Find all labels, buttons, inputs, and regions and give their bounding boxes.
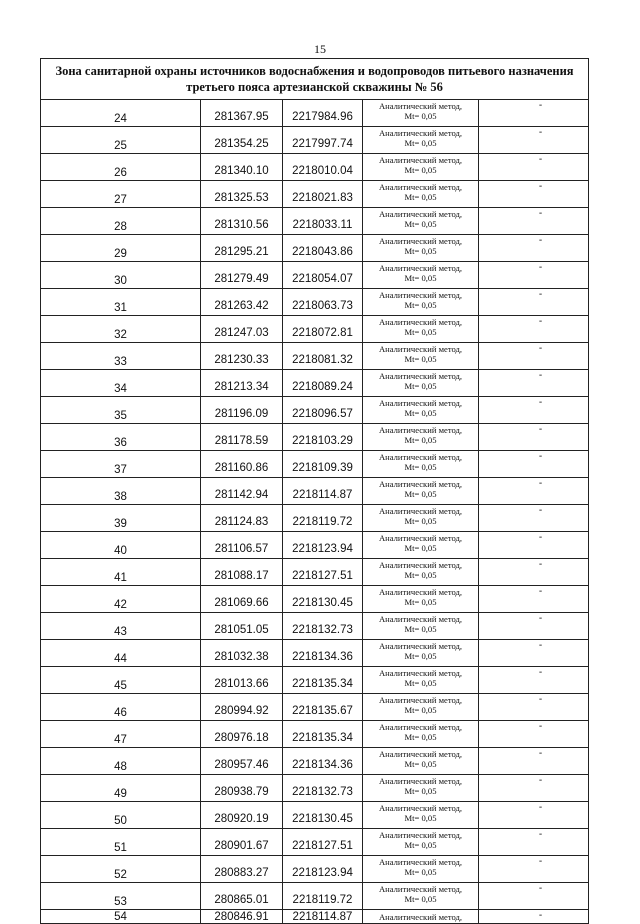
accuracy-label: Mt= 0,05 <box>404 840 437 850</box>
coord-y: 2218127.51 <box>283 829 363 856</box>
coord-y: 2218103.29 <box>283 424 363 451</box>
dash-cell: - <box>479 262 589 289</box>
accuracy-label: Mt= 0,05 <box>404 894 437 904</box>
dash-cell: - <box>479 370 589 397</box>
point-number: 37 <box>41 451 201 478</box>
coord-y: 2218130.45 <box>283 586 363 613</box>
method-cell <box>363 883 479 910</box>
dash-cell: - <box>479 316 589 343</box>
method-label: Аналитический метод, <box>378 290 463 300</box>
coord-x: 280994.92 <box>201 694 283 721</box>
method-cell <box>363 316 479 343</box>
coord-y: 2218123.94 <box>283 856 363 883</box>
accuracy-label: Mt= 0,05 <box>404 246 437 256</box>
method-cell <box>363 154 479 181</box>
method-cell <box>363 613 479 640</box>
table-row <box>41 370 589 397</box>
coord-y: 2218063.73 <box>283 289 363 316</box>
coord-y: 2218132.73 <box>283 613 363 640</box>
coord-x: 281178.59 <box>201 424 283 451</box>
point-number: 35 <box>41 397 201 424</box>
coord-y: 2218033.11 <box>283 208 363 235</box>
coord-y: 2218134.36 <box>283 748 363 775</box>
coord-y: 2218114.87 <box>283 478 363 505</box>
accuracy-label: Mt= 0,05 <box>404 192 437 202</box>
point-number: 44 <box>41 640 201 667</box>
dash-cell: - <box>479 343 589 370</box>
coord-y: 2218134.36 <box>283 640 363 667</box>
table-title-line2: третьего пояса артезианской скважины № 56 <box>186 80 443 94</box>
accuracy-label: Mt= 0,05 <box>404 678 437 688</box>
method-label: Аналитический метод, <box>378 587 463 597</box>
method-cell <box>363 127 479 154</box>
method-label: Аналитический метод, <box>378 425 463 435</box>
method-cell <box>363 235 479 262</box>
coord-x: 281340.10 <box>201 154 283 181</box>
dash-cell: - <box>479 883 589 910</box>
dash-cell: - <box>479 775 589 802</box>
coord-x: 281051.05 <box>201 613 283 640</box>
point-number: 53 <box>41 883 201 910</box>
coord-x: 281367.95 <box>201 100 283 127</box>
table-row <box>41 208 589 235</box>
coord-y: 2218010.04 <box>283 154 363 181</box>
method-label: Аналитический метод, <box>378 452 463 462</box>
coord-y: 2218096.57 <box>283 397 363 424</box>
method-cell <box>363 748 479 775</box>
coord-y: 2218021.83 <box>283 181 363 208</box>
method-label: Аналитический метод, <box>378 722 463 732</box>
coord-y: 2218114.87 <box>283 910 363 924</box>
method-label: Аналитический метод, <box>378 371 463 381</box>
accuracy-label: Mt= 0,05 <box>404 354 437 364</box>
dash-cell: - <box>479 532 589 559</box>
method-cell <box>363 667 479 694</box>
method-label: Аналитический метод, <box>378 560 463 570</box>
dash-cell: - <box>479 478 589 505</box>
point-number: 26 <box>41 154 201 181</box>
method-label: Аналитический метод, <box>378 155 463 165</box>
table-row <box>41 289 589 316</box>
accuracy-label: Mt= 0,05 <box>404 543 437 553</box>
coord-x: 281032.38 <box>201 640 283 667</box>
method-label: Аналитический метод, <box>363 910 479 924</box>
accuracy-label: Mt= 0,05 <box>404 624 437 634</box>
coord-y: 2218135.34 <box>283 721 363 748</box>
method-cell <box>363 343 479 370</box>
method-cell <box>363 478 479 505</box>
method-label: Аналитический метод, <box>378 830 463 840</box>
table-row <box>41 775 589 802</box>
dash-cell: - <box>479 802 589 829</box>
table-row <box>41 343 589 370</box>
point-number: 48 <box>41 748 201 775</box>
coord-x: 281354.25 <box>201 127 283 154</box>
dash-cell: - <box>479 748 589 775</box>
point-number: 27 <box>41 181 201 208</box>
method-label: Аналитический метод, <box>378 128 463 138</box>
coord-x: 281142.94 <box>201 478 283 505</box>
table-row <box>41 127 589 154</box>
coord-y: 2218043.86 <box>283 235 363 262</box>
accuracy-label: Mt= 0,05 <box>404 219 437 229</box>
dash-cell: - <box>479 910 589 924</box>
dash-cell: - <box>479 397 589 424</box>
table-row <box>41 235 589 262</box>
accuracy-label: Mt= 0,05 <box>404 732 437 742</box>
method-label: Аналитический метод, <box>378 614 463 624</box>
method-label: Аналитический метод, <box>378 101 463 111</box>
coord-y: 2218119.72 <box>283 883 363 910</box>
point-number: 43 <box>41 613 201 640</box>
accuracy-label: Mt= 0,05 <box>404 462 437 472</box>
accuracy-label: Mt= 0,05 <box>404 273 437 283</box>
dash-cell: - <box>479 586 589 613</box>
method-cell <box>363 586 479 613</box>
coord-x: 280883.27 <box>201 856 283 883</box>
coord-y: 2218119.72 <box>283 505 363 532</box>
table-row <box>41 181 589 208</box>
dash-cell: - <box>479 559 589 586</box>
point-number: 29 <box>41 235 201 262</box>
method-cell <box>363 397 479 424</box>
coord-y: 2218135.34 <box>283 667 363 694</box>
method-cell <box>363 640 479 667</box>
table-row <box>41 424 589 451</box>
table-row <box>41 667 589 694</box>
method-cell <box>363 451 479 478</box>
table-row <box>41 100 589 127</box>
coord-x: 281279.49 <box>201 262 283 289</box>
coord-x: 280901.67 <box>201 829 283 856</box>
point-number: 34 <box>41 370 201 397</box>
table-row <box>41 721 589 748</box>
method-label: Аналитический метод, <box>378 209 463 219</box>
method-cell <box>363 694 479 721</box>
table-title-row <box>41 59 589 100</box>
method-cell <box>363 505 479 532</box>
point-number: 31 <box>41 289 201 316</box>
point-number: 28 <box>41 208 201 235</box>
point-number: 32 <box>41 316 201 343</box>
accuracy-label: Mt= 0,05 <box>404 300 437 310</box>
table-row <box>41 262 589 289</box>
table-row <box>41 802 589 829</box>
accuracy-label: Mt= 0,05 <box>404 786 437 796</box>
coord-y: 2218072.81 <box>283 316 363 343</box>
point-number: 52 <box>41 856 201 883</box>
coord-x: 281325.53 <box>201 181 283 208</box>
accuracy-label: Mt= 0,05 <box>404 867 437 877</box>
coord-x: 280976.18 <box>201 721 283 748</box>
coord-x: 281069.66 <box>201 586 283 613</box>
method-label: Аналитический метод, <box>378 668 463 678</box>
point-number: 36 <box>41 424 201 451</box>
table-row <box>41 478 589 505</box>
dash-cell: - <box>479 721 589 748</box>
dash-cell: - <box>479 694 589 721</box>
table-title <box>41 59 589 100</box>
method-cell <box>363 532 479 559</box>
table-row <box>41 451 589 478</box>
dash-cell: - <box>479 100 589 127</box>
method-label: Аналитический метод, <box>378 641 463 651</box>
accuracy-label: Mt= 0,05 <box>404 381 437 391</box>
table-row <box>41 640 589 667</box>
method-cell <box>363 775 479 802</box>
point-number: 49 <box>41 775 201 802</box>
point-number: 40 <box>41 532 201 559</box>
method-cell <box>363 559 479 586</box>
coord-y: 2218130.45 <box>283 802 363 829</box>
accuracy-label: Mt= 0,05 <box>404 327 437 337</box>
coord-y: 2218054.07 <box>283 262 363 289</box>
point-number: 54 <box>41 910 201 924</box>
method-label: Аналитический метод, <box>378 533 463 543</box>
method-cell <box>363 424 479 451</box>
method-label: Аналитический метод, <box>378 236 463 246</box>
accuracy-label: Mt= 0,05 <box>404 759 437 769</box>
coord-x: 281088.17 <box>201 559 283 586</box>
method-label: Аналитический метод, <box>378 857 463 867</box>
table-row <box>41 613 589 640</box>
table-row <box>41 748 589 775</box>
dash-cell: - <box>479 613 589 640</box>
table-row <box>41 829 589 856</box>
dash-cell: - <box>479 667 589 694</box>
method-label: Аналитический метод, <box>378 263 463 273</box>
coord-y: 2218081.32 <box>283 343 363 370</box>
table-row <box>41 856 589 883</box>
coord-x: 281213.34 <box>201 370 283 397</box>
coordinates-table <box>40 58 589 924</box>
point-number: 38 <box>41 478 201 505</box>
coord-y: 2218123.94 <box>283 532 363 559</box>
point-number: 47 <box>41 721 201 748</box>
accuracy-label: Mt= 0,05 <box>404 111 437 121</box>
coord-y: 2218132.73 <box>283 775 363 802</box>
dash-cell: - <box>479 181 589 208</box>
dash-cell: - <box>479 235 589 262</box>
accuracy-label: Mt= 0,05 <box>404 813 437 823</box>
table-row <box>41 586 589 613</box>
method-label: Аналитический метод, <box>378 182 463 192</box>
dash-cell: - <box>479 640 589 667</box>
dash-cell: - <box>479 289 589 316</box>
accuracy-label: Mt= 0,05 <box>404 597 437 607</box>
method-label: Аналитический метод, <box>378 749 463 759</box>
point-number: 41 <box>41 559 201 586</box>
point-number: 39 <box>41 505 201 532</box>
table-row <box>41 154 589 181</box>
accuracy-label: Mt= 0,05 <box>404 705 437 715</box>
coord-y: 2218089.24 <box>283 370 363 397</box>
method-cell <box>363 289 479 316</box>
table-row <box>41 910 589 924</box>
accuracy-label: Mt= 0,05 <box>404 408 437 418</box>
table-row <box>41 397 589 424</box>
coord-x: 281247.03 <box>201 316 283 343</box>
coord-x: 281310.56 <box>201 208 283 235</box>
page-number: 15 <box>314 42 326 56</box>
coord-x: 281160.86 <box>201 451 283 478</box>
coord-x: 280957.46 <box>201 748 283 775</box>
table-row <box>41 694 589 721</box>
coord-x: 281263.42 <box>201 289 283 316</box>
point-number: 50 <box>41 802 201 829</box>
method-cell <box>363 721 479 748</box>
table-row <box>41 505 589 532</box>
dash-cell: - <box>479 451 589 478</box>
point-number: 46 <box>41 694 201 721</box>
accuracy-label: Mt= 0,05 <box>404 570 437 580</box>
method-label: Аналитический метод, <box>378 317 463 327</box>
table-title-line1: Зона санитарной охраны источников водоснабжения и водопроводов питьевого назначения <box>55 64 574 78</box>
coord-x: 281013.66 <box>201 667 283 694</box>
method-label: Аналитический метод, <box>378 344 463 354</box>
accuracy-label: Mt= 0,05 <box>404 435 437 445</box>
method-label: Аналитический метод, <box>378 695 463 705</box>
accuracy-label: Mt= 0,05 <box>404 489 437 499</box>
point-number: 25 <box>41 127 201 154</box>
point-number: 51 <box>41 829 201 856</box>
point-number: 42 <box>41 586 201 613</box>
coord-x: 280846.91 <box>201 910 283 924</box>
table-row <box>41 532 589 559</box>
method-cell <box>363 856 479 883</box>
dash-cell: - <box>479 208 589 235</box>
method-label: Аналитический метод, <box>378 479 463 489</box>
dash-cell: - <box>479 154 589 181</box>
method-label: Аналитический метод, <box>378 398 463 408</box>
table-row <box>41 559 589 586</box>
coord-x: 280920.19 <box>201 802 283 829</box>
dash-cell: - <box>479 424 589 451</box>
method-cell <box>363 802 479 829</box>
dash-cell: - <box>479 856 589 883</box>
coord-y: 2218127.51 <box>283 559 363 586</box>
method-label: Аналитический метод, <box>378 506 463 516</box>
point-number: 45 <box>41 667 201 694</box>
method-cell <box>363 262 479 289</box>
coord-x: 280938.79 <box>201 775 283 802</box>
coord-x: 281124.83 <box>201 505 283 532</box>
coord-x: 281230.33 <box>201 343 283 370</box>
point-number: 33 <box>41 343 201 370</box>
accuracy-label: Mt= 0,05 <box>404 165 437 175</box>
table-row <box>41 316 589 343</box>
coord-x: 281106.57 <box>201 532 283 559</box>
accuracy-label: Mt= 0,05 <box>404 516 437 526</box>
accuracy-label: Mt= 0,05 <box>404 138 437 148</box>
dash-cell: - <box>479 127 589 154</box>
accuracy-label: Mt= 0,05 <box>404 651 437 661</box>
point-number: 30 <box>41 262 201 289</box>
method-label: Аналитический метод, <box>378 803 463 813</box>
dash-cell: - <box>479 829 589 856</box>
coord-y: 2217984.96 <box>283 100 363 127</box>
method-cell <box>363 100 479 127</box>
method-cell <box>363 181 479 208</box>
coord-x: 281196.09 <box>201 397 283 424</box>
coord-y: 2218135.67 <box>283 694 363 721</box>
table-row <box>41 883 589 910</box>
coord-y: 2218109.39 <box>283 451 363 478</box>
method-label: Аналитический метод, <box>378 884 463 894</box>
method-cell <box>363 208 479 235</box>
method-label: Аналитический метод, <box>378 776 463 786</box>
coord-y: 2217997.74 <box>283 127 363 154</box>
coord-x: 281295.21 <box>201 235 283 262</box>
dash-cell: - <box>479 505 589 532</box>
point-number: 24 <box>41 100 201 127</box>
coord-x: 280865.01 <box>201 883 283 910</box>
method-cell <box>363 829 479 856</box>
method-cell <box>363 370 479 397</box>
